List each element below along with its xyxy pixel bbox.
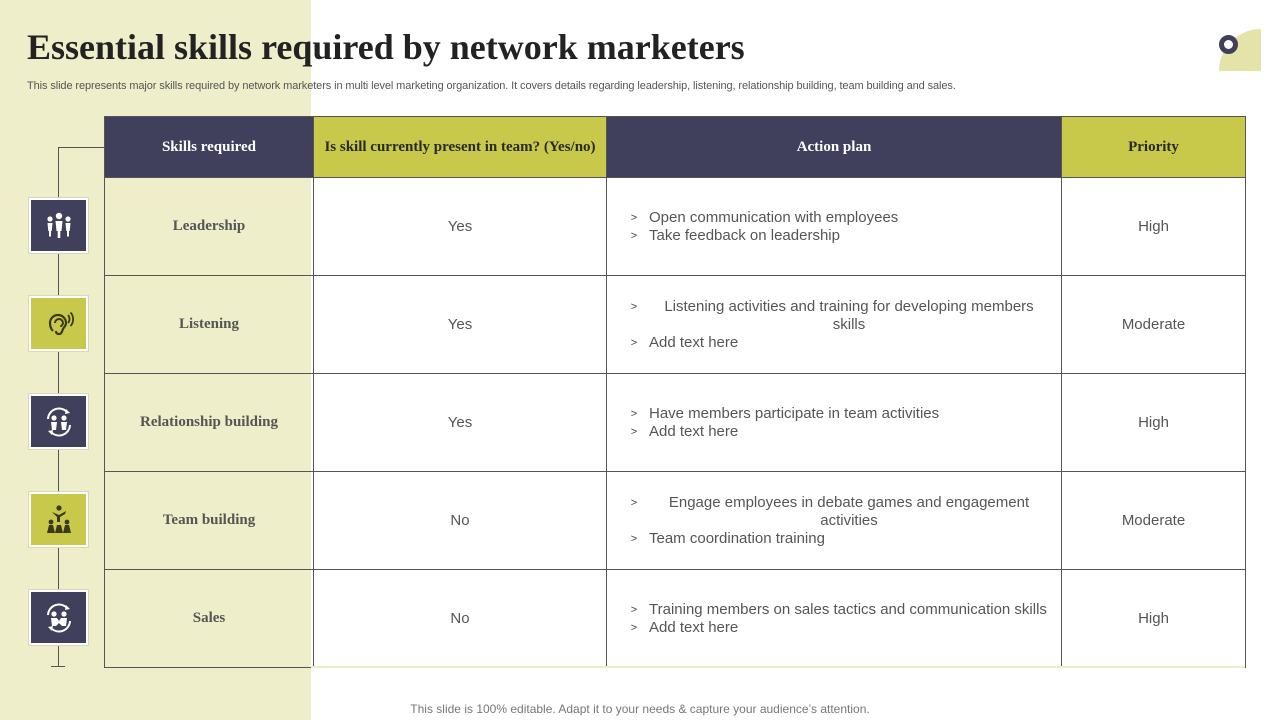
action-plan-item: > Add text here [619, 334, 1049, 352]
skill-present-value: No [314, 570, 607, 668]
bullet-chevron-icon: > [630, 336, 638, 349]
header-skill-present: Is skill currently present in team? (Yes/no) [314, 117, 607, 178]
bullet-chevron-icon: > [630, 300, 638, 313]
team-building-icon-box [29, 492, 88, 547]
skill-present-value: Yes [314, 178, 607, 276]
action-plan-item: > Have members participate in team activities [619, 405, 1049, 423]
skill-name: Sales [105, 570, 314, 668]
bottom-divider [311, 666, 1245, 668]
table-row [105, 178, 1246, 276]
relationship-icon-box [29, 394, 88, 449]
header-action-plan: Action plan [607, 117, 1062, 178]
table-row [105, 570, 1246, 668]
table-header-row [105, 117, 1246, 178]
priority-value: Moderate [1062, 472, 1246, 570]
bullet-chevron-icon: > [630, 603, 638, 616]
action-plan-item: > Listening activities and training for developing members skills [619, 298, 1049, 334]
action-plan-cell [607, 374, 1062, 472]
team-leader-icon [42, 209, 76, 243]
priority-value: High [1062, 570, 1246, 668]
header-priority: Priority [1062, 117, 1246, 178]
table-row [105, 472, 1246, 570]
table-row [105, 276, 1246, 374]
action-plan-cell [607, 570, 1062, 668]
skill-name: Team building [105, 472, 314, 570]
bullet-chevron-icon: > [630, 496, 638, 509]
priority-value: High [1062, 374, 1246, 472]
sales-handshake-icon [42, 601, 76, 635]
priority-value: Moderate [1062, 276, 1246, 374]
action-plan-item: > Add text here [619, 423, 1049, 441]
header-skills-required: Skills required [105, 117, 314, 178]
action-plan-item: > Training members on sales tactics and communication skills [619, 601, 1049, 619]
listening-icon-box [29, 296, 88, 351]
listening-ear-icon [42, 307, 76, 341]
bullet-chevron-icon: > [630, 407, 638, 420]
skill-name: Listening [105, 276, 314, 374]
page-subtitle: This slide represents major skills required by network marketers in multi level marketing organization. It covers details regarding leadership, listening, relationship building, team building and sales. [27, 80, 956, 92]
action-plan-item: > Open communication with employees [619, 209, 1049, 227]
action-plan-cell [607, 178, 1062, 276]
skill-name: Relationship building [105, 374, 314, 472]
skill-present-value: Yes [314, 276, 607, 374]
bullet-chevron-icon: > [630, 425, 638, 438]
relationship-circle-icon [42, 405, 76, 439]
skill-name: Leadership [105, 178, 314, 276]
skills-table [104, 116, 1246, 668]
timeline-connector-top [58, 147, 104, 148]
priority-value: High [1062, 178, 1246, 276]
action-plan-item: > Take feedback on leadership [619, 227, 1049, 245]
sales-icon-box [29, 590, 88, 645]
page-title: Essential skills required by network marketers [27, 27, 745, 67]
skill-present-value: No [314, 472, 607, 570]
action-plan-item: > Engage employees in debate games and engagement activities [619, 494, 1049, 530]
bullet-chevron-icon: > [630, 229, 638, 242]
bullet-chevron-icon: > [630, 621, 638, 634]
timeline-connector-end [51, 666, 65, 667]
bullet-chevron-icon: > [630, 211, 638, 224]
action-plan-item: > Add text here [619, 619, 1049, 637]
corner-ring-icon [1219, 35, 1238, 54]
team-building-icon [42, 503, 76, 537]
skill-present-value: Yes [314, 374, 607, 472]
table-row [105, 374, 1246, 472]
action-plan-cell [607, 472, 1062, 570]
footer-note: This slide is 100% editable. Adapt it to your needs & capture your audience’s attention. [410, 702, 870, 716]
bullet-chevron-icon: > [630, 532, 638, 545]
action-plan-cell [607, 276, 1062, 374]
action-plan-item: > Team coordination training [619, 530, 1049, 548]
leadership-icon-box [29, 198, 88, 253]
